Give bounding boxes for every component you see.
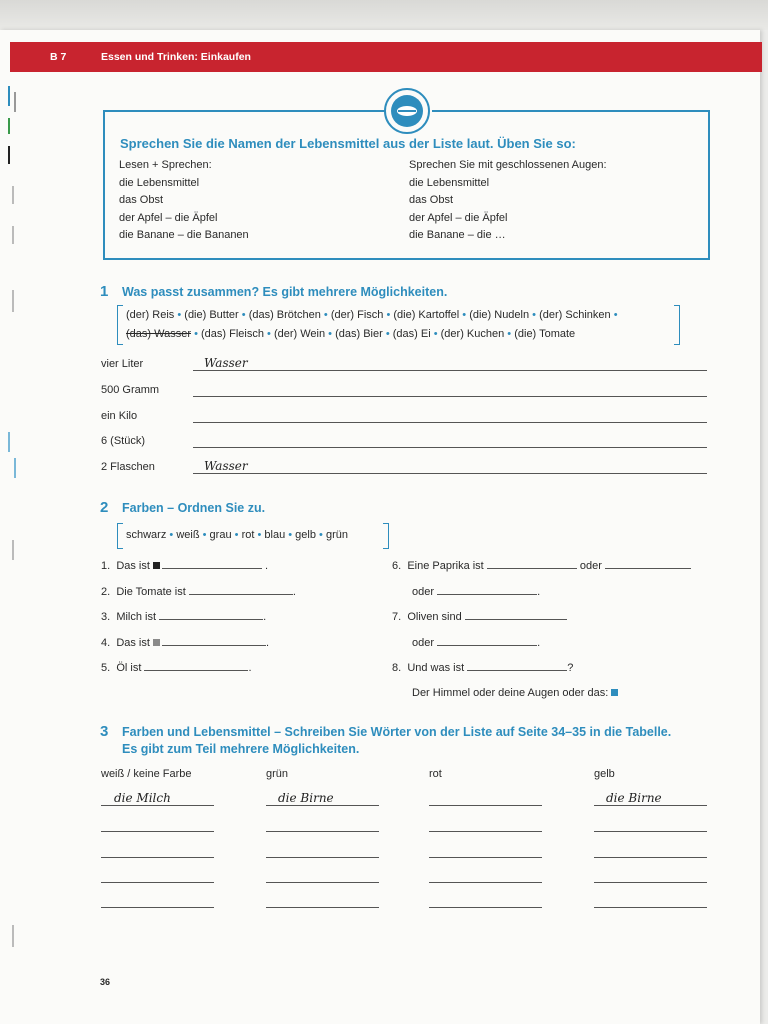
margin-mark — [12, 290, 14, 312]
handwritten-answer: die Birne — [606, 791, 662, 805]
chapter-title: Essen und Trinken: Einkaufen — [101, 51, 251, 63]
mouth-icon — [384, 88, 430, 134]
handwritten-answer: Wasser — [204, 356, 248, 370]
fill-blank[interactable] — [467, 661, 567, 671]
exercise-item-6-cont: oder . — [412, 586, 541, 598]
table-cell-line[interactable] — [594, 805, 707, 806]
handwritten-answer: die Birne — [278, 791, 334, 805]
chapter-number: B 7 — [50, 51, 67, 63]
left-line: der Apfel – die Äpfel — [119, 211, 218, 224]
exercise-title-line-1: Farben und Lebensmittel – Schreiben Sie Wörter von der Liste auf Seite 34–35 in die Tabelle. — [122, 725, 672, 739]
table-cell-line[interactable] — [429, 882, 542, 883]
right-line: der Apfel – die Äpfel — [409, 211, 508, 224]
exercise-item: 3. Milch ist . — [101, 611, 267, 623]
row-label: vier Liter — [101, 358, 144, 370]
fill-blank[interactable] — [605, 559, 691, 569]
exercise-item-6: 6. Eine Paprika ist oder — [392, 559, 691, 572]
table-cell-line[interactable] — [101, 805, 214, 806]
handwritten-answer: Wasser — [204, 459, 248, 473]
box-left-column — [119, 157, 249, 245]
table-cell-line[interactable] — [266, 831, 379, 832]
column-heading: gelb — [594, 768, 615, 780]
exercise-3-heading — [100, 723, 671, 758]
exercise-title-line-2: Es gibt zum Teil mehrere Möglichkeiten. — [122, 742, 360, 756]
page-number: 36 — [100, 977, 111, 987]
color-list-box: schwarz • weiß • grau • rot • blau • gelb • grün — [117, 523, 389, 549]
row-label: ein Kilo — [101, 410, 138, 422]
margin-mark — [14, 92, 16, 112]
fill-blank[interactable] — [465, 610, 567, 620]
right-line: die Lebensmittel — [409, 176, 490, 189]
margin-mark — [12, 226, 14, 244]
answer-line[interactable] — [193, 460, 707, 474]
right-line: die Banane – die … — [409, 229, 506, 241]
table-cell-line[interactable] — [594, 882, 707, 883]
answer-line[interactable] — [193, 409, 707, 423]
table-cell-line[interactable] — [594, 831, 707, 832]
margin-mark — [8, 86, 10, 106]
left-heading: Lesen + Sprechen: — [119, 159, 212, 171]
answer-line[interactable] — [193, 357, 707, 371]
table-cell-line[interactable] — [101, 857, 214, 858]
fill-blank[interactable] — [189, 585, 293, 595]
margin-mark — [8, 118, 10, 134]
fill-blank[interactable] — [437, 585, 537, 595]
margin-mark — [8, 146, 10, 164]
column-heading: grün — [266, 768, 289, 780]
fill-blank[interactable] — [487, 559, 577, 569]
exercise-item: 1. Das ist . — [101, 560, 269, 572]
struck-word: (das) Wasser — [126, 328, 191, 340]
exercise-title: Farben – Ordnen Sie zu. — [122, 501, 266, 515]
chapter-header — [10, 42, 762, 72]
left-line: die Banane – die Bananen — [119, 229, 249, 241]
table-cell-line[interactable] — [266, 882, 379, 883]
exercise-item-8: 8. Und was ist ? — [392, 662, 574, 674]
table-cell-line[interactable] — [429, 907, 542, 908]
right-heading: Sprechen Sie mit geschlossenen Augen: — [409, 159, 607, 171]
right-line: das Obst — [409, 194, 454, 206]
exercise-number: 3 — [100, 723, 109, 740]
black-square-icon — [153, 562, 160, 569]
column-heading: rot — [429, 768, 442, 780]
exercise-2-heading — [100, 499, 265, 516]
table-cell-line[interactable] — [266, 805, 379, 806]
exercise-number: 1 — [100, 283, 109, 300]
table-cell-line[interactable] — [429, 857, 542, 858]
fill-blank[interactable] — [437, 636, 537, 646]
exercise-item: 4. Das ist . — [101, 637, 269, 649]
margin-mark — [12, 186, 14, 204]
margin-mark — [8, 432, 10, 452]
answer-line[interactable] — [193, 434, 707, 448]
exercise-item-8-extra: Der Himmel oder deine Augen oder das: — [412, 687, 618, 699]
exercise-number: 2 — [100, 499, 109, 516]
row-label: 6 (Stück) — [101, 435, 146, 447]
scan-background — [0, 0, 768, 30]
table-cell-line[interactable] — [266, 907, 379, 908]
box-right-column — [409, 157, 607, 245]
exercise-title: Was passt zusammen? Es gibt mehrere Möglichkeiten. — [122, 285, 448, 299]
exercise-item-7: 7. Oliven sind — [392, 610, 567, 623]
handwritten-answer: die Milch — [114, 791, 171, 805]
fill-blank[interactable] — [144, 661, 248, 671]
left-line: die Lebensmittel — [119, 176, 200, 189]
table-cell-line[interactable] — [429, 805, 542, 806]
margin-mark — [14, 458, 16, 478]
table-cell-line[interactable] — [594, 857, 707, 858]
table-cell-line[interactable] — [266, 857, 379, 858]
word-list-line-2: (das) Wasser • (das) Fleisch • (der) Wein • (das) Bier • (das) Ei • (der) Kuchen • (die) Tomate — [126, 328, 576, 340]
left-line: das Obst — [119, 194, 164, 206]
grey-square-icon — [153, 639, 160, 646]
column-heading: weiß / keine Farbe — [101, 768, 192, 780]
fill-blank[interactable] — [162, 559, 262, 569]
box-title: Sprechen Sie die Namen der Lebensmittel aus der Liste laut. Üben Sie so: — [120, 136, 576, 151]
table-cell-line[interactable] — [101, 831, 214, 832]
fill-blank[interactable] — [162, 636, 266, 646]
fill-blank[interactable] — [159, 610, 263, 620]
table-cell-line[interactable] — [101, 907, 214, 908]
margin-mark — [12, 540, 14, 560]
exercise-item: 2. Die Tomate ist . — [101, 586, 296, 598]
table-cell-line[interactable] — [101, 882, 214, 883]
blue-square-icon — [611, 689, 618, 696]
exercise-item-7-cont: oder . — [412, 637, 541, 649]
table-cell-line[interactable] — [594, 907, 707, 908]
word-list-line-1: (der) Reis • (die) Butter • (das) Brötchen • (der) Fisch • (die) Kartoffel • (die) Nudeln • (der) Schinken • — [126, 309, 618, 321]
row-label: 500 Gramm — [101, 384, 160, 396]
row-label: 2 Flaschen — [101, 461, 155, 473]
answer-line[interactable] — [193, 383, 707, 397]
table-cell-line[interactable] — [429, 831, 542, 832]
margin-mark — [12, 925, 14, 947]
exercise-1-heading — [100, 283, 447, 300]
exercise-item: 5. Öl ist . — [101, 662, 252, 674]
word-list-box — [117, 305, 680, 345]
